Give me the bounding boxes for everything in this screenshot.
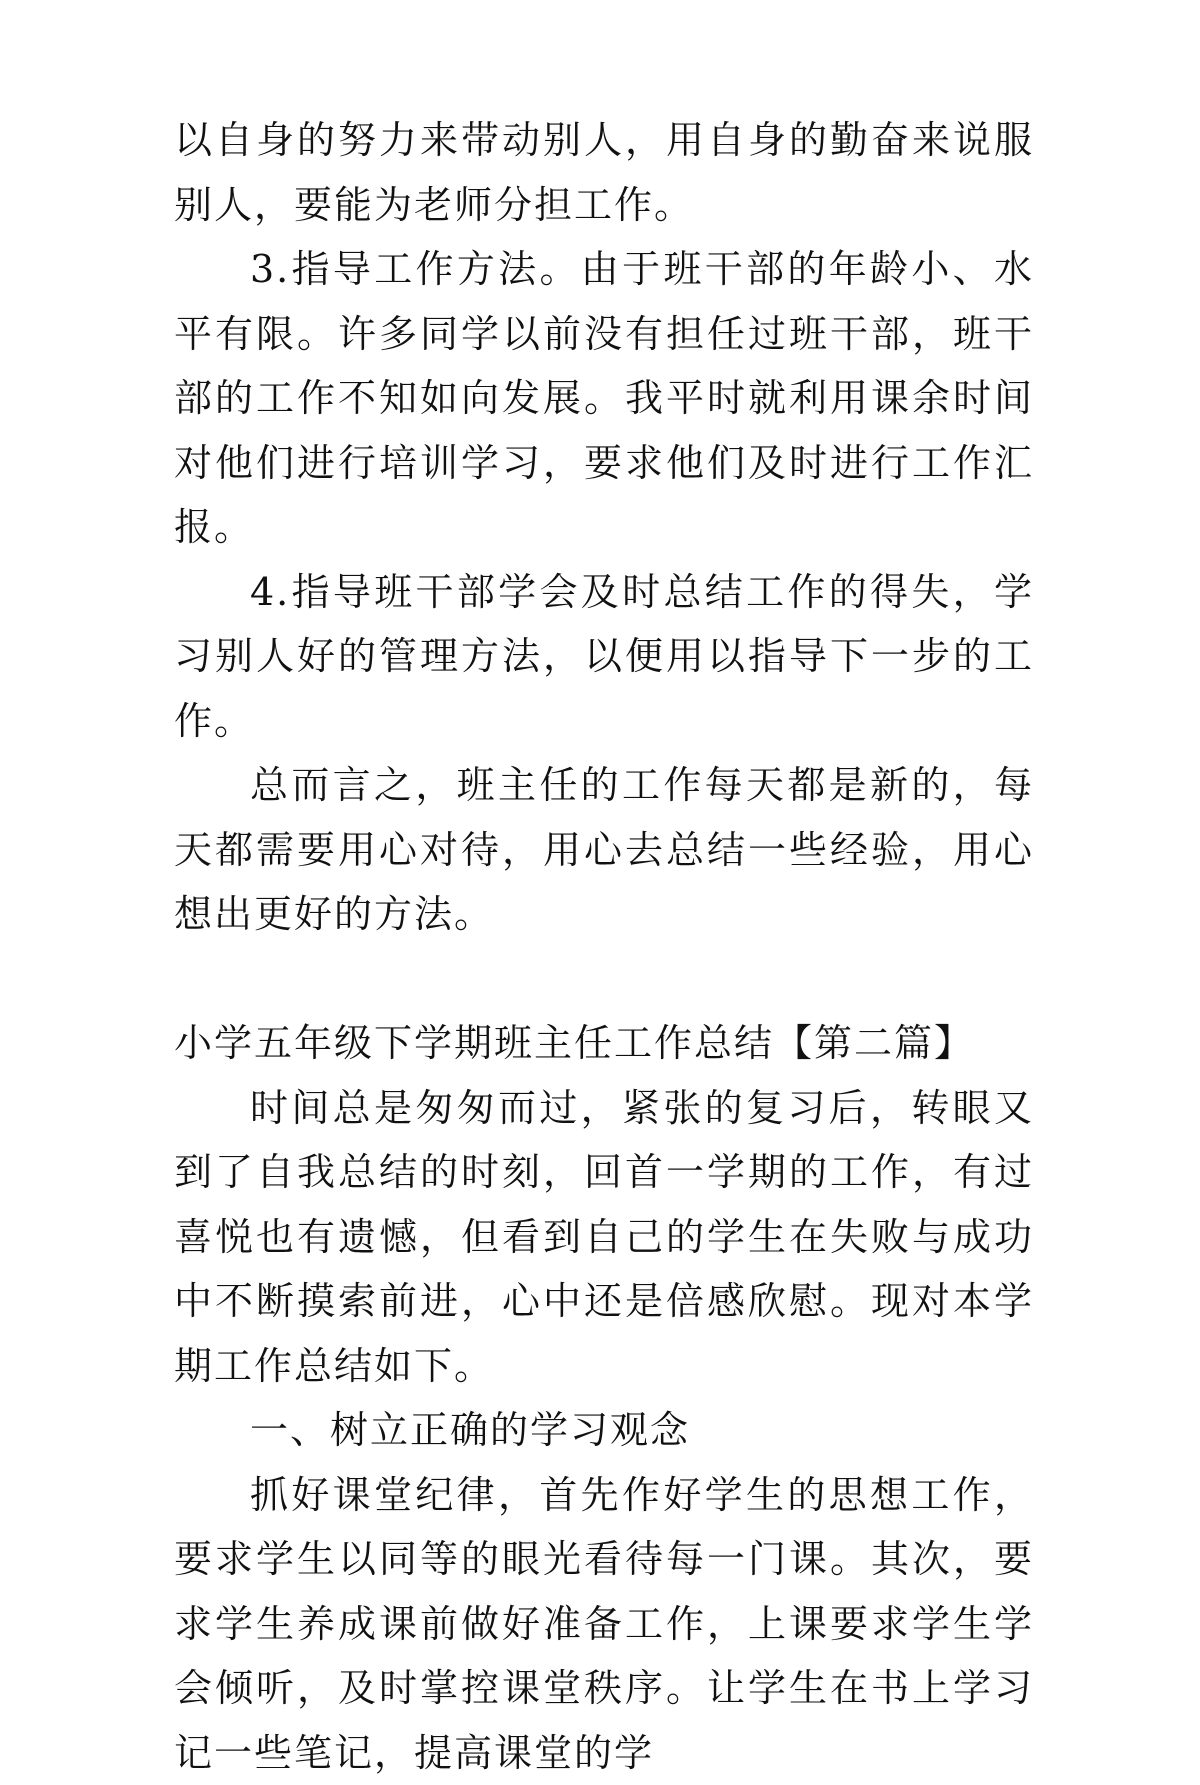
paragraph-summary: 总而言之，班主任的工作每天都是新的，每天都需要用心对待，用心去总结一些经验，用心想出更好的方法。 <box>174 753 1034 947</box>
paragraph-intro: 时间总是匆匆而过，紧张的复习后，转眼又到了自我总结的时刻，回首一学期的工作，有过喜悦也有遗憾，但看到自己的学生在失败与成功中不断摸索前进，心中还是倍感欣慰。现对本学期工作总结如下。 <box>174 1076 1034 1399</box>
subheading-learning-concept: 一、树立正确的学习观念 <box>174 1398 1034 1463</box>
paragraph-classroom-discipline: 抓好课堂纪律，首先作好学生的思想工作，要求学生以同等的眼光看待每一门课。其次，要求学生养成课前做好准备工作，上课要求学生学会倾听，及时掌控课堂秩序。让学生在书上学习记一些笔记，提高课堂的学 <box>174 1463 1034 1785</box>
paragraph-continuation: 以自身的努力来带动别人，用自身的勤奋来说服别人，要能为老师分担工作。 <box>174 108 1034 237</box>
section-title: 小学五年级下学期班主任工作总结【第二篇】 <box>174 1011 1034 1076</box>
paragraph-item-3: 3.指导工作方法。由于班干部的年龄小、水平有限。许多同学以前没有担任过班干部，班干部的工作不知如向发展。我平时就利用课余时间对他们进行培训学习，要求他们及时进行工作汇报。 <box>174 237 1034 560</box>
paragraph-item-4: 4.指导班干部学会及时总结工作的得失，学习别人好的管理方法，以便用以指导下一步的工作。 <box>174 560 1034 754</box>
document-body <box>174 108 1034 1785</box>
